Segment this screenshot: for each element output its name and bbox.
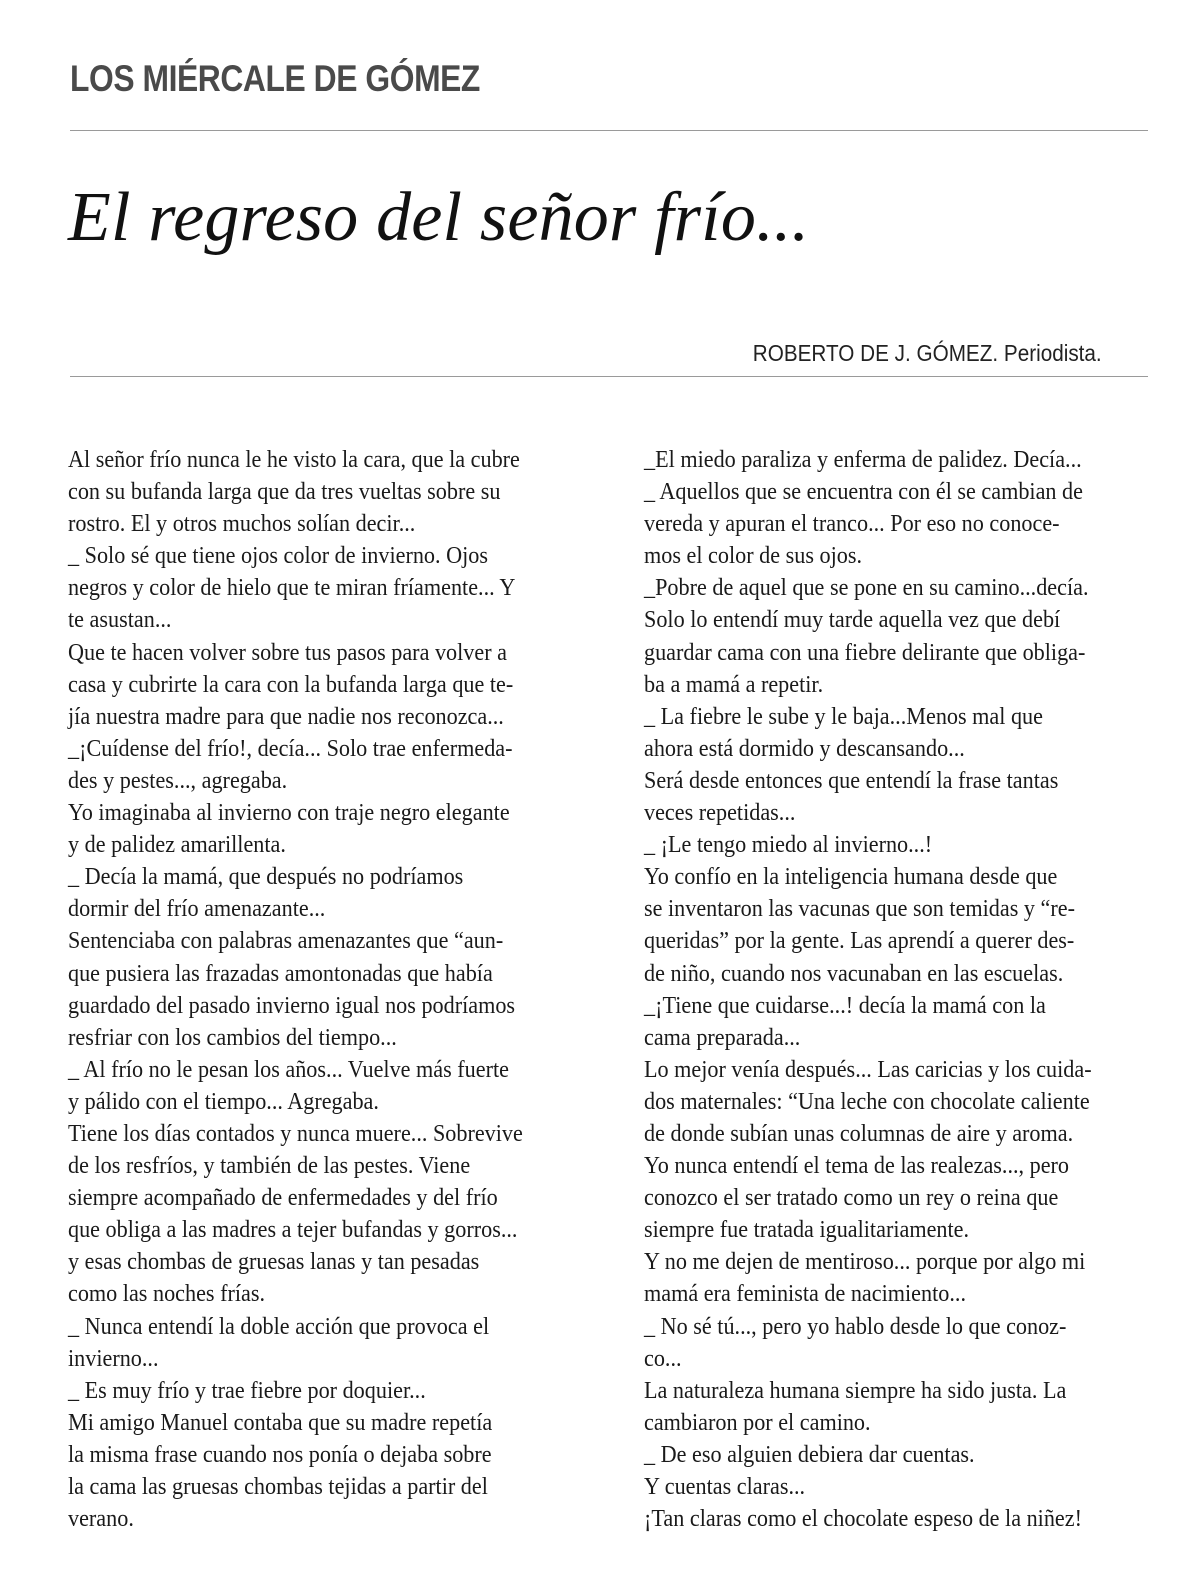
text-line: cambiaron por el camino.: [644, 1408, 871, 1436]
text-line: negros y color de hielo que te miran fríamente... Y: [68, 574, 516, 602]
text-line: te asustan...: [68, 606, 172, 634]
text-line: queridas” por la gente. Las aprendí a querer des-: [644, 927, 1075, 955]
text-line: _ Solo sé que tiene ojos color de invierno. Ojos: [68, 542, 488, 570]
text-line: _ Es muy frío y trae fiebre por doquier...: [68, 1376, 426, 1404]
text-line: que obliga a las madres a tejer bufandas y gorros...: [68, 1216, 518, 1244]
text-line: rostro. El y otros muchos solían decir...: [68, 510, 416, 538]
text-line: verano.: [68, 1505, 134, 1533]
text-line: siempre acompañado de enfermedades y del frío: [68, 1184, 498, 1212]
article-title: El regreso del señor frío...: [68, 179, 810, 256]
text-line: Será desde entonces que entendí la frase tantas: [644, 766, 1059, 794]
text-line: mamá era feminista de nacimiento...: [644, 1280, 966, 1308]
article-byline: ROBERTO DE J. GÓMEZ. Periodista.: [753, 340, 1102, 366]
text-line: dos maternales: “Una leche con chocolate caliente: [644, 1087, 1090, 1115]
article-column-left: [68, 444, 608, 1535]
text-line: guardado del pasado invierno igual nos podríamos: [68, 991, 516, 1019]
text-line: Y cuentas claras...: [644, 1473, 806, 1500]
text-line: _¡Tiene que cuidarse...! decía la mamá con la: [644, 991, 1046, 1019]
text-line: ¡Tan claras como el chocolate espeso de la niñez!: [644, 1505, 1083, 1533]
text-line: La naturaleza humana siempre ha sido justa. La: [644, 1376, 1067, 1404]
text-line: Lo mejor venía después... Las caricias y los cuida-: [644, 1055, 1092, 1083]
text-line: invierno...: [68, 1344, 159, 1372]
text-line: de donde subían unas columnas de aire y aroma.: [644, 1119, 1074, 1147]
text-line: y de palidez amarillenta.: [68, 831, 286, 859]
text-line: veces repetidas...: [644, 799, 796, 827]
text-line: Yo imaginaba al invierno con traje negro elegante: [68, 799, 510, 827]
article-column-right: [644, 444, 1164, 1535]
text-line: _ Decía la mamá, que después no podríamos: [68, 863, 464, 891]
byline-divider: [70, 376, 1148, 377]
text-line: _ Al frío no le pesan los años... Vuelve más fuerte: [68, 1055, 510, 1083]
text-line: ahora está dormido y descansando...: [644, 734, 965, 762]
text-line: siempre fue tratada igualitariamente.: [644, 1216, 970, 1244]
header-divider: [70, 130, 1148, 131]
text-line: _ No sé tú..., pero yo hablo desde lo que conoz-: [644, 1312, 1067, 1340]
text-line: con su bufanda larga que da tres vueltas sobre su: [68, 478, 501, 506]
text-line: _El miedo paraliza y enferma de palidez. Decía...: [644, 446, 1082, 473]
text-line: Mi amigo Manuel contaba que su madre repetía: [68, 1408, 493, 1436]
text-line: des y pestes..., agregaba.: [68, 766, 288, 794]
text-line: la misma frase cuando nos ponía o dejaba sobre: [68, 1440, 492, 1468]
section-header: LOS MIÉRCALE DE GÓMEZ: [70, 58, 480, 99]
text-line: la cama las gruesas chombas tejidas a partir del: [68, 1473, 488, 1500]
text-line: co...: [644, 1344, 682, 1372]
text-line: jía nuestra madre para que nadie nos reconozca...: [68, 702, 504, 730]
text-line: que pusiera las frazadas amontonadas que había: [68, 959, 493, 987]
text-line: _ Nunca entendí la doble acción que provoca el: [68, 1312, 490, 1340]
text-line: y esas chombas de gruesas lanas y tan pesadas: [68, 1248, 480, 1276]
text-line: Tiene los días contados y nunca muere... Sobrevive: [68, 1119, 523, 1147]
text-line: Sentenciaba con palabras amenazantes que “aun-: [68, 927, 504, 955]
text-line: Yo nunca entendí el tema de las realezas..., pero: [644, 1152, 1070, 1180]
text-line: resfriar con los cambios del tiempo...: [68, 1023, 397, 1051]
text-line: casa y cubrirte la cara con la bufanda larga que te-: [68, 670, 514, 698]
text-line: de los resfríos, y también de las pestes. Viene: [68, 1152, 471, 1180]
text-line: Yo confío en la inteligencia humana desde que: [644, 863, 1058, 891]
text-line: cama preparada...: [644, 1023, 801, 1051]
text-line: dormir del frío amenazante...: [68, 895, 326, 923]
text-line: _ De eso alguien debiera dar cuentas.: [644, 1440, 975, 1468]
text-line: guardar cama con una fiebre delirante que obliga-: [644, 638, 1086, 666]
text-line: _Pobre de aquel que se pone en su camino...decía.: [644, 574, 1089, 602]
text-line: mos el color de sus ojos.: [644, 542, 863, 570]
text-line: de niño, cuando nos vacunaban en las escuelas.: [644, 959, 1064, 987]
text-line: Al señor frío nunca le he visto la cara, que la cubre: [68, 446, 520, 473]
text-line: _ Aquellos que se encuentra con él se cambian de: [644, 478, 1083, 506]
text-line: ba a mamá a repetir.: [644, 670, 824, 698]
text-line: _¡Cuídense del frío!, decía... Solo trae enfermeda-: [68, 734, 513, 762]
text-line: _ La fiebre le sube y le baja...Menos mal que: [644, 702, 1043, 730]
text-line: _ ¡Le tengo miedo al invierno...!: [644, 831, 933, 859]
text-line: Que te hacen volver sobre tus pasos para volver a: [68, 638, 507, 666]
text-line: conozco el ser tratado como un rey o reina que: [644, 1184, 1059, 1212]
text-line: vereda y apuran el tranco... Por eso no conoce-: [644, 510, 1060, 538]
text-line: y pálido con el tiempo... Agregaba.: [68, 1087, 379, 1115]
text-line: como las noches frías.: [68, 1280, 266, 1308]
text-line: se inventaron las vacunas que son temidas y “re-: [644, 895, 1075, 923]
text-line: Solo lo entendí muy tarde aquella vez que debí: [644, 606, 1061, 634]
text-line: Y no me dejen de mentiroso... porque por algo mi: [644, 1248, 1086, 1276]
